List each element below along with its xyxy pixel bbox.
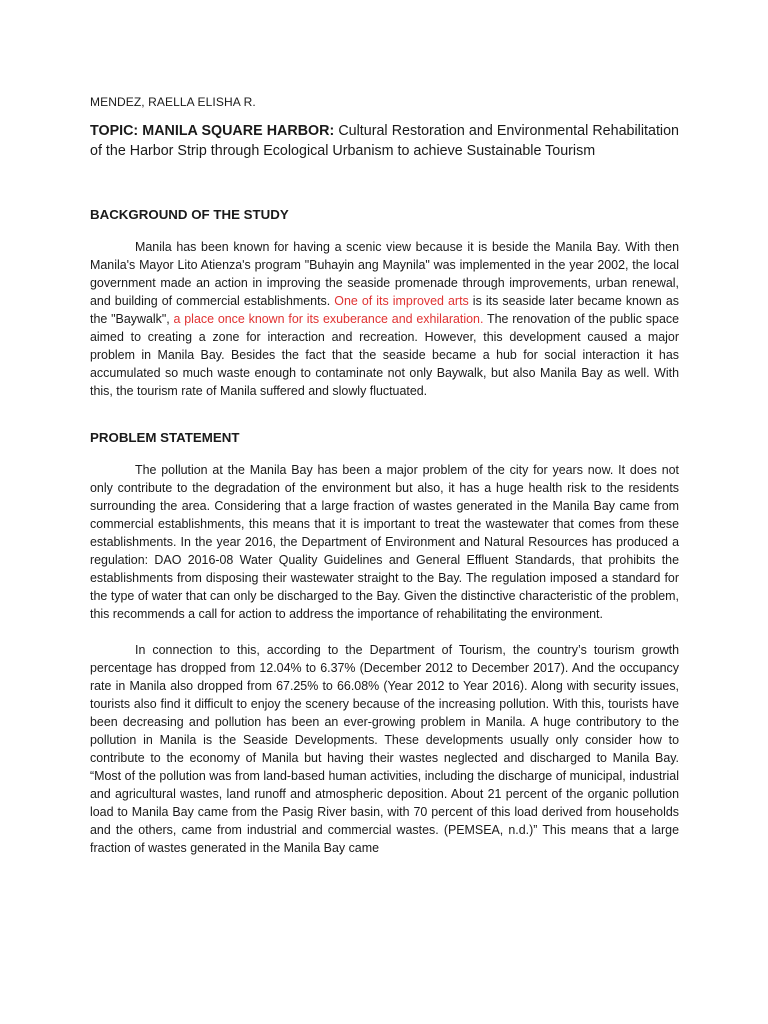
problem-paragraph-2: In connection to this, according to the Department of Tourism, the country’s tourism growth percentage has dropped from 12.04% to 6.37% (December 2012 to December 2017). And the occupancy rate in Manila also dropped from 67.25% to 66.08% (Year 2012 to Year 2016). Along with security issues, tourists also find it difficult to enjoy the scenery because of the increasing pollution. With this, tourists have been decreasing and pollution has been an ever-growing problem in Manila. A huge contributory to the pollution in Manila is the Seaside Developments. These developments usually only consider how to contribute to the economy of Manila but having their wastes neglected and discharged to Manila Bay. “Most of the pollution was from land-based human activities, including the discharge of municipal, industrial and agricultural wastes, land runoff and atmospheric deposition. About 21 percent of the organic pollution load to Manila Bay came from the Pasig River basin, with 70 percent of this load derived from households and the others, came from industrial and commercial wastes. (PEMSEA, n.d.)” This means that a large fraction of wastes generated in the Manila Bay came [90, 643, 679, 855]
background-text-1: Manila has been known for having a scenic view because it is beside the Manila Bay. With then Manila's Mayor Lito Atienza's program "Buhayin ang Maynila" was implemented in the year 2002, the local government made an action in improving the seaside promenade through improvements, urban renewal, and building of commercial establishments. [90, 240, 679, 308]
background-heading: BACKGROUND OF THE STUDY [90, 207, 289, 222]
topic-text: Cultural Restoration and Environmental Rehabilitation of the Harbor Strip through Ecological Urbanism to achieve Sustainable Tourism [90, 123, 679, 159]
author-name: MENDEZ, RAELLA ELISHA R. [90, 95, 256, 109]
background-paragraph [90, 238, 679, 400]
problem-paragraph-1: The pollution at the Manila Bay has been a major problem of the city for years now. It does not only contribute to the degradation of the environment but also, it has a huge health risk to the residents surrounding the area. Considering that a large fraction of wastes generated in the Manila Bay came from commercial establishments, this means that it is important to treat the wastewater that comes from these establishments. In the year 2016, the Department of Environment and Natural Resources has produced a regulation: DAO 2016-08 Water Quality Guidelines and General Effluent Standards, that prohibits the establishments from disposing their wastewater straight to the Bay. The regulation imposed a standard for the type of water that can only be discharged to the Bay. Given the distinctive characteristic of the problem, this recommends a call for action to address the importance of rehabilitating the environment. [90, 463, 679, 621]
problem-section [90, 429, 679, 857]
topic-block [90, 122, 679, 161]
background-highlight-2: a place once known for its exuberance and exhilaration. [173, 312, 484, 326]
topic-label: TOPIC: MANILA SQUARE HARBOR: [90, 123, 335, 139]
background-text-3: The renovation of the public space aimed to creating a zone for interaction and recreation. However, this development caused a major problem in Manila Bay. Besides the fact that the seaside became a hub for social interaction it has accumulated so much waste enough to contaminate not only Baywalk, but also Manila Bay as well. With this, the tourism rate of Manila suffered and slowly fluctuated. [90, 312, 679, 398]
problem-heading: PROBLEM STATEMENT [90, 430, 240, 445]
background-highlight-1: One of its improved arts [334, 294, 469, 308]
background-section [90, 206, 679, 400]
background-text-2: is its seaside later became known as the "Baywalk", [90, 294, 679, 326]
